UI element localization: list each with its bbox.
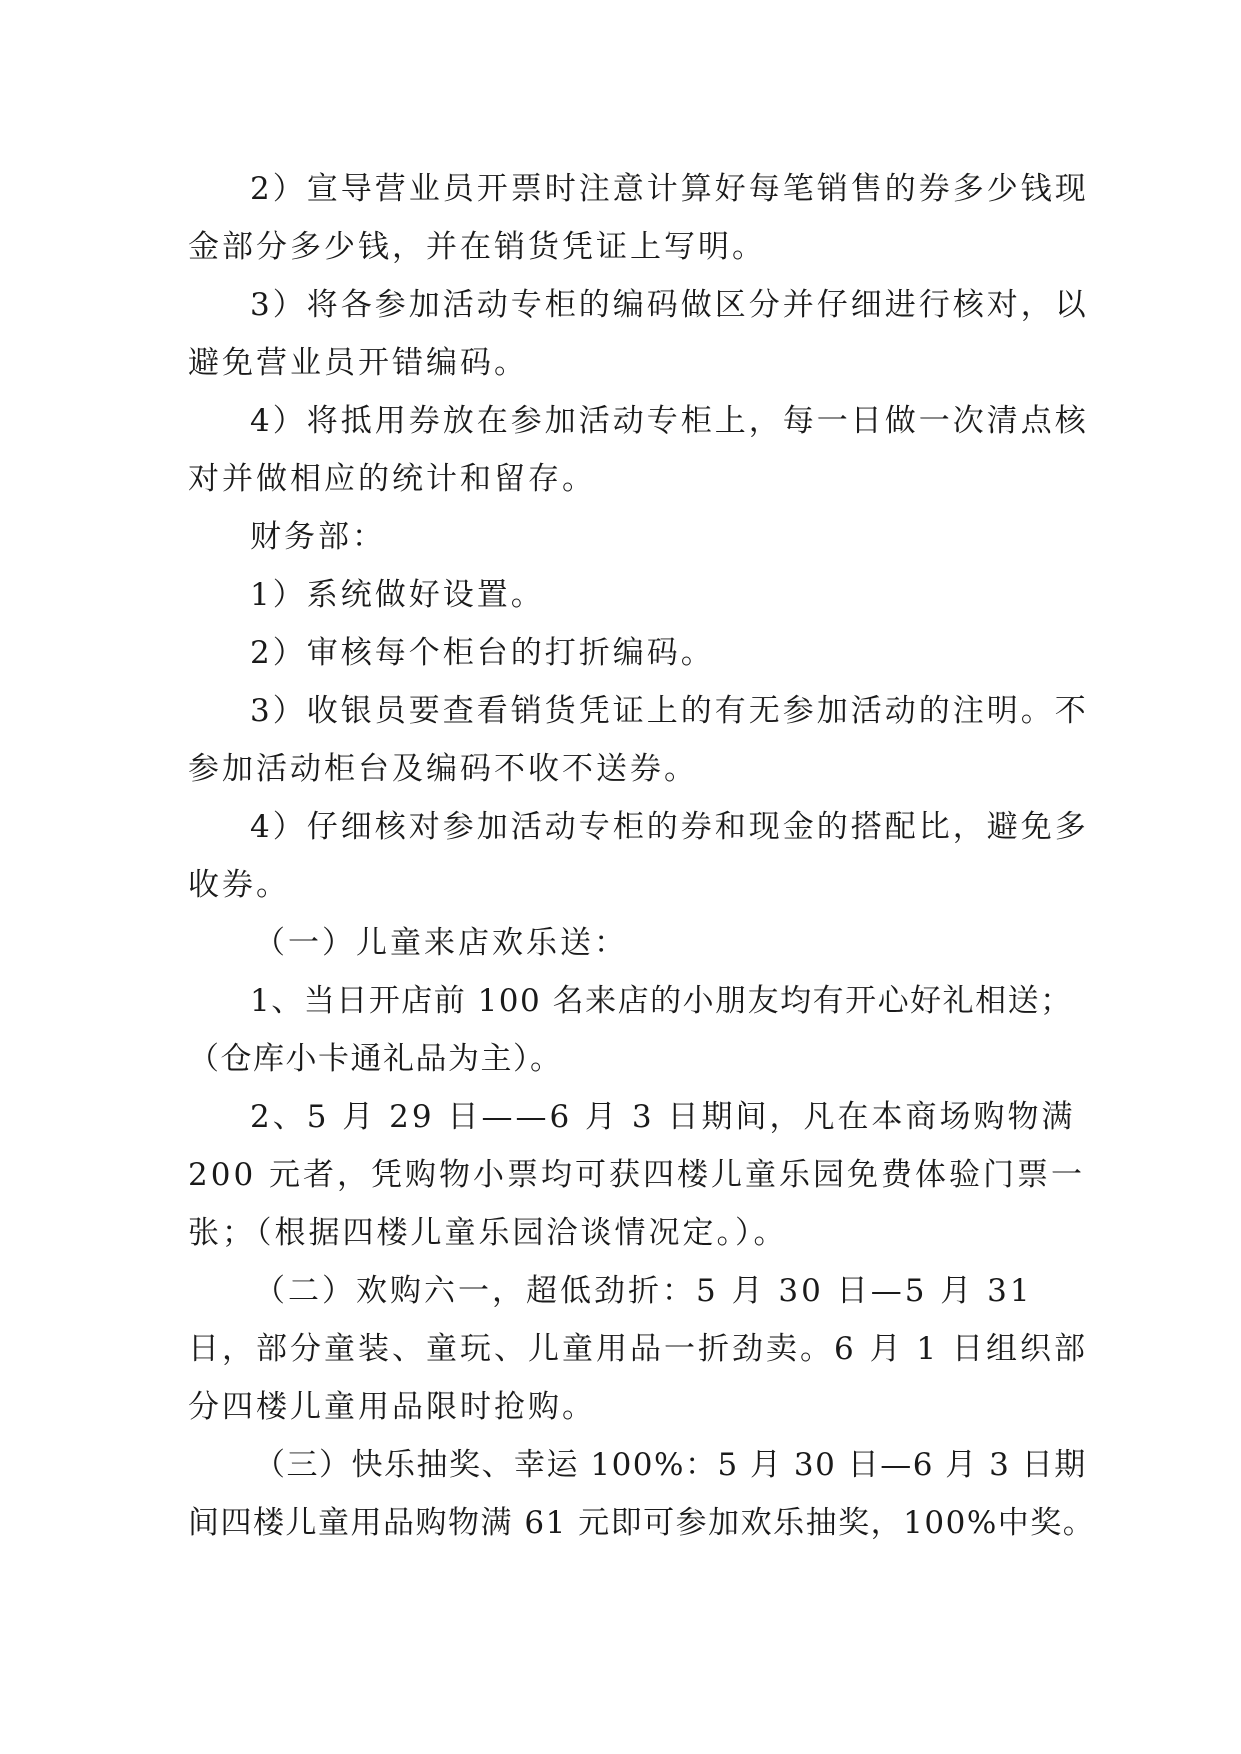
paragraph-voucher-count: 4）将抵用券放在参加活动专柜上，每一日做一次清点核对并做相应的统计和留存。	[188, 403, 1089, 497]
section-heading-children-gift: （一）儿童来店欢乐送：	[254, 925, 628, 961]
paragraph-cashier-check: 3）收银员要查看销货凭证上的有无参加活动的注明。不参加活动柜台及编码不收不送券。	[188, 693, 1089, 787]
paragraph-playground-ticket: 2、5 月 29 日——6 月 3 日期间，凡在本商场购物满 200 元者，凭购物小票均可获四楼儿童乐园免费体验门票一张；（根据四楼儿童乐园洽谈情况定。）。	[188, 1099, 1086, 1251]
section-heading-finance: 财务部：	[250, 519, 386, 555]
paragraph-voucher-ratio: 4）仔细核对参加活动专柜的券和现金的搭配比，避免多收券。	[188, 809, 1089, 903]
paragraph-counter-codes: 3）将各参加活动专柜的编码做区分并仔细进行核对，以避免营业员开错编码。	[188, 287, 1089, 381]
paragraph-system-setup: 1）系统做好设置。	[250, 577, 545, 613]
paragraph-lucky-draw: （三）快乐抽奖、幸运 100%：5 月 30 日—6 月 3 日期间四楼儿童用品购物满 61 元即可参加欢乐抽奖，100%中奖。	[188, 1447, 1096, 1541]
paragraph-first-100-gift: 1、当日开店前 100 名来店的小朋友均有开心好礼相送；（仓库小卡通礼品为主）。	[188, 983, 1073, 1077]
paragraph-discount-sale: （二）欢购六一，超低劲折：5 月 30 日—5 月 31 日，部分童装、童玩、儿童用品一折劲卖。6 月 1 日组织部分四楼儿童用品限时抢购。	[188, 1273, 1089, 1425]
paragraph-sales-advocacy: 2）宣导营业员开票时注意计算好每笔销售的券多少钱现金部分多少钱，并在销货凭证上写明。	[188, 171, 1089, 265]
paragraph-discount-codes: 2）审核每个柜台的打折编码。	[250, 635, 715, 671]
document-body	[188, 160, 1108, 1552]
